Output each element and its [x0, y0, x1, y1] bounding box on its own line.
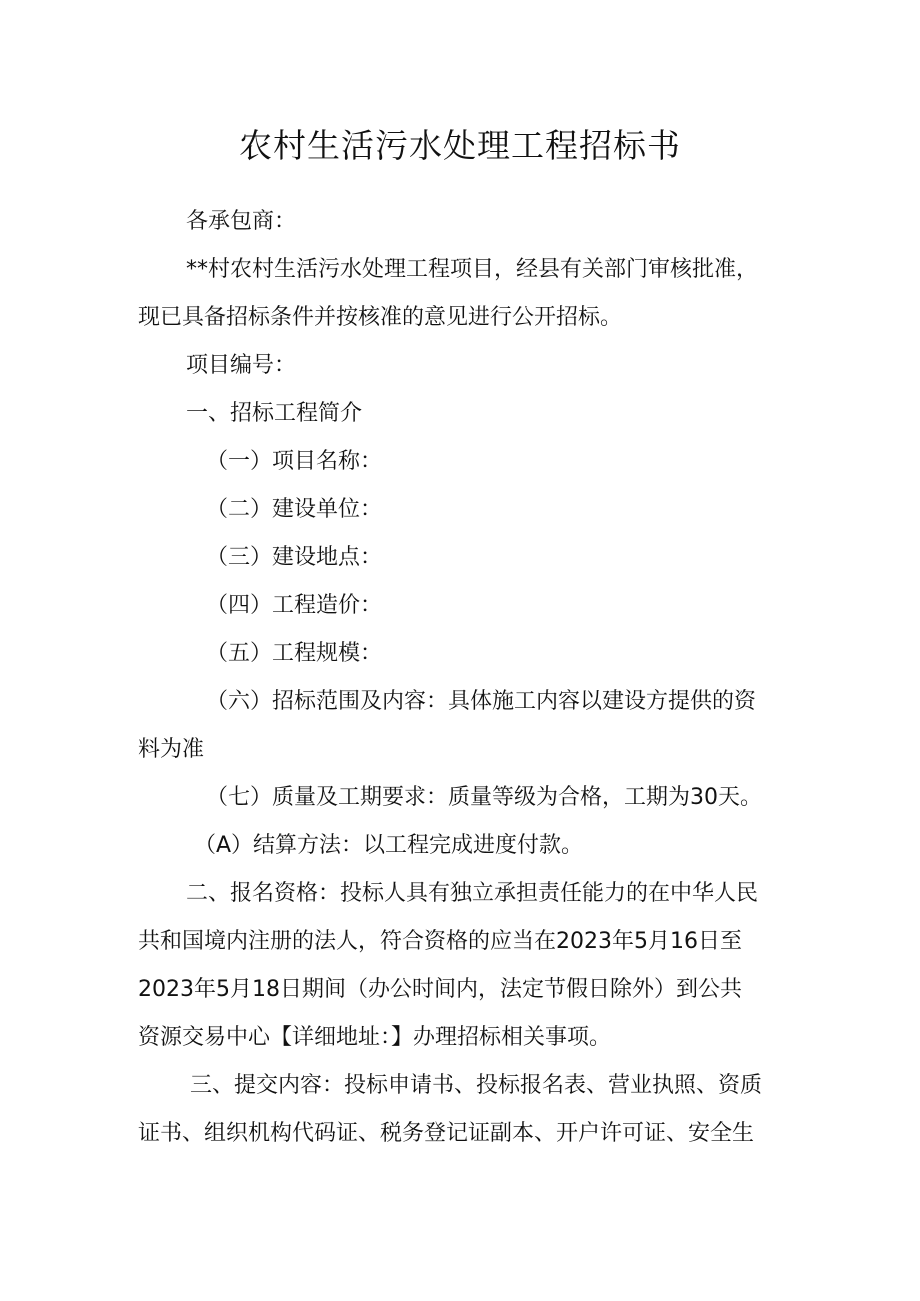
item-construction-location: （三）建设地点： [206, 545, 383, 570]
section-1-heading: 一、招标工程简介 [186, 401, 363, 426]
intro-line-1: **村农村生活污水处理工程项目，经县有关部门审核批准， [186, 257, 759, 282]
section-2-line-2: 共和国境内注册的法人，符合资格的应当在2023年5月16日至 [138, 929, 742, 954]
section-2-line-3: 2023年5月18日期间（办公时间内，法定节假日除外）到公共 [138, 977, 742, 1002]
item-project-cost: （四）工程造价： [206, 593, 383, 618]
item-scope-line-1: （六）招标范围及内容：具体施工内容以建设方提供的资 [206, 689, 757, 714]
section-2-line-4: 资源交易中心【详细地址：】办理招标相关事项。 [138, 1025, 612, 1050]
greeting: 各承包商： [186, 209, 297, 234]
intro-line-2: 现已具备招标条件并按核准的意见进行公开招标。 [138, 305, 623, 330]
project-number: 项目编号： [186, 353, 297, 378]
item-quality-duration: （七）质量及工期要求：质量等级为合格，工期为30天。 [206, 785, 762, 810]
item-scope-line-2: 料为准 [138, 737, 205, 762]
section-3-line-2: 证书、组织机构代码证、税务登记证副本、开户许可证、安全生 [138, 1121, 755, 1146]
section-2-line-1: 二、报名资格：投标人具有独立承担责任能力的在中华人民 [186, 881, 759, 906]
document-title: 农村生活污水处理工程招标书 [239, 126, 681, 165]
item-construction-unit: （二）建设单位： [206, 497, 383, 522]
item-project-name: （一）项目名称： [206, 449, 383, 474]
document-body [138, 198, 798, 1158]
item-project-scale: （五）工程规模： [206, 641, 383, 666]
section-3-line-1: 三、提交内容：投标申请书、投标报名表、营业执照、资质 [190, 1073, 763, 1098]
item-settlement-method: （A）结算方法：以工程完成进度付款。 [194, 833, 584, 858]
